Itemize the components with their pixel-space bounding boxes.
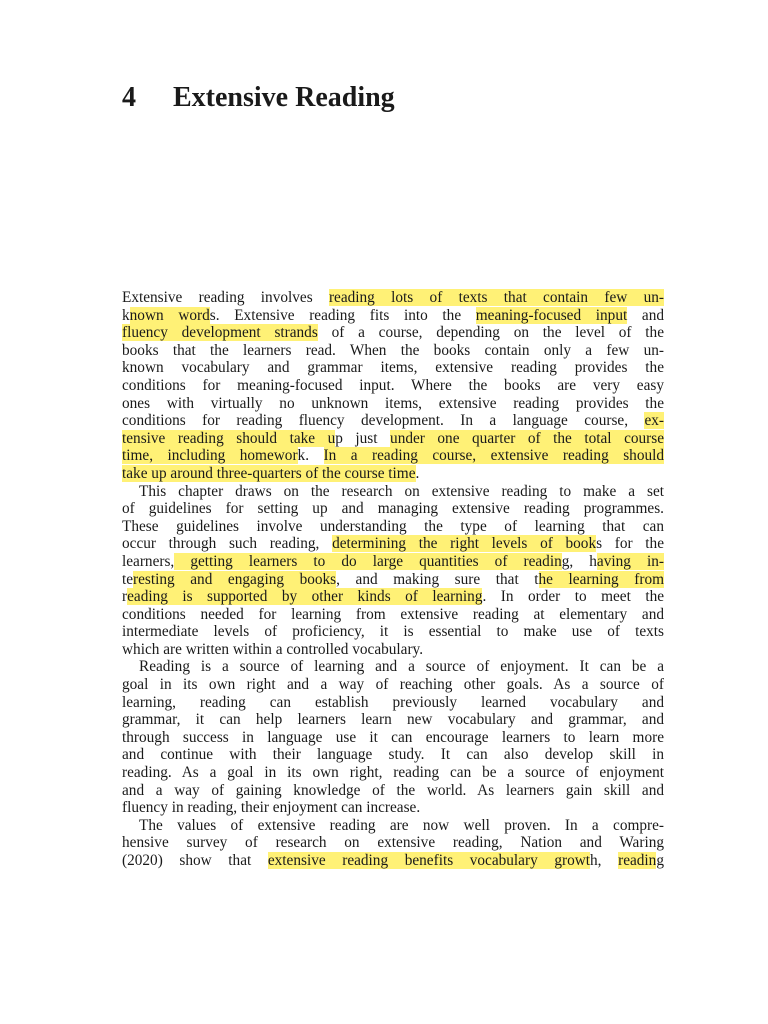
highlighted-text: readin (618, 852, 657, 869)
text-line (122, 395, 664, 413)
text-line (122, 658, 664, 676)
text-segment: te (122, 570, 134, 588)
text-segment: and (627, 306, 664, 324)
text-line (122, 694, 664, 712)
text-line (122, 641, 664, 659)
text-segment: h, (590, 852, 619, 869)
text-line (122, 342, 664, 360)
highlighted-text: determining the right levels of book (332, 535, 597, 553)
highlighted-text: eading is supported by other kinds of learning (127, 588, 483, 606)
text-segment: Extensive reading involves (122, 289, 329, 306)
text-line (122, 799, 664, 817)
text-line (122, 359, 664, 377)
text-segment: r (122, 588, 128, 606)
text-line (122, 817, 664, 835)
text-segment: Reading is a source of learning and a source of enjoyment. It can be a (139, 658, 664, 676)
text-segment: and continue with their language study. It can also develop skill in (122, 746, 664, 764)
text-segment: The values of extensive reading are now well proven. In a compre- (139, 816, 664, 834)
text-line (122, 588, 664, 606)
text-segment: s. Extensive reading fits into the (209, 306, 476, 324)
text-segment: conditions for reading fluency development. In a language course, (122, 412, 645, 430)
highlighted-text: time, including homewor (122, 447, 298, 465)
text-line (122, 465, 664, 483)
text-segment: hensive survey of research on extensive reading, Nation and Waring (122, 834, 664, 852)
highlighted-text: ex- (644, 412, 664, 430)
text-segment: learning, reading can establish previously learned vocabulary and (122, 693, 664, 711)
text-line (122, 606, 664, 624)
highlighted-text: meaning-focused input (475, 306, 628, 324)
text-line (122, 430, 664, 448)
text-line (122, 535, 664, 553)
text-segment: These guidelines involve understanding the type of learning that can (122, 517, 664, 535)
text-line (122, 711, 664, 729)
chapter-title: Extensive Reading (173, 82, 395, 113)
text-line (122, 447, 664, 465)
text-segment: intermediate levels of proficiency, it is essential to make use of texts (122, 623, 664, 641)
text-segment: p just (335, 429, 391, 447)
chapter-heading (122, 80, 395, 116)
text-segment: . In order to meet the (482, 588, 665, 606)
text-line (122, 553, 664, 571)
text-segment: reading. As a goal in its own right, reading can be a source of enjoyment (122, 764, 664, 782)
text-line (122, 782, 664, 800)
text-line (122, 834, 664, 852)
text-segment: and a way of gaining knowledge of the world. As learners gain skill and (122, 781, 664, 799)
text-segment: g, h (561, 552, 597, 570)
text-line (122, 483, 664, 501)
text-segment: . (415, 464, 420, 482)
text-line (122, 764, 664, 782)
text-line (122, 377, 664, 395)
highlighted-text: nown word (129, 306, 210, 324)
text-line (122, 412, 664, 430)
highlighted-text: aving in- (596, 552, 664, 570)
highlighted-text: extensive reading benefits vocabulary growt (267, 852, 591, 869)
text-segment: This chapter draws on the research on extensive reading to make a set (139, 482, 664, 500)
text-segment: of a course, depending on the level of the (317, 324, 664, 342)
highlighted-text: take up around three-quarters of the course time (122, 464, 416, 482)
text-line (122, 746, 664, 764)
text-segment: (2020) show that (122, 852, 268, 869)
text-segment: of guidelines for setting up and managing extensive reading programmes. (122, 500, 664, 518)
text-line (122, 852, 664, 870)
text-line (122, 289, 664, 307)
highlighted-text: getting learners to do large quantities of readin (174, 552, 562, 570)
text-segment: k (122, 306, 130, 324)
text-line (122, 518, 664, 536)
text-segment: through success in language use it can encourage learners to learn more (122, 728, 664, 746)
text-segment: learners, (122, 552, 175, 570)
text-line (122, 571, 664, 589)
highlighted-text: In a reading course, extensive reading should (323, 447, 665, 465)
text-line (122, 324, 664, 342)
text-segment: g (656, 852, 664, 869)
text-line (122, 500, 664, 518)
text-segment: conditions for meaning-focused input. Where the books are very easy (122, 376, 664, 394)
text-segment: grammar, it can help learners learn new vocabulary and grammar, and (122, 711, 664, 729)
text-segment: fluency in reading, their enjoyment can increase. (122, 799, 421, 817)
text-segment: s for the (596, 535, 664, 553)
text-line (122, 307, 664, 325)
highlighted-text: fluency development strands (122, 324, 318, 342)
highlighted-text: resting and engaging books (133, 570, 337, 588)
text-segment: goal in its own right and a way of reaching other goals. As a source of (122, 676, 664, 694)
text-segment: k. (297, 447, 324, 465)
text-segment: occur through such reading, (122, 535, 333, 553)
chapter-number: 4 (122, 82, 136, 113)
highlighted-text: under one quarter of the total course (390, 429, 664, 447)
highlighted-text: tensive reading should take u (122, 429, 336, 447)
text-segment: ones with virtually no unknown items, extensive reading provides the (122, 394, 664, 412)
text-segment: , and making sure that t (336, 570, 539, 588)
text-segment: which are written within a controlled vocabulary. (122, 640, 424, 658)
highlighted-text: he learning from (538, 570, 664, 588)
text-line (122, 676, 664, 694)
text-line (122, 729, 664, 747)
text-segment: known vocabulary and grammar items, extensive reading provides the (122, 359, 664, 377)
highlighted-text: reading lots of texts that contain few un- (328, 289, 664, 306)
text-segment: conditions needed for learning from extensive reading at elementary and (122, 605, 664, 623)
text-segment: books that the learners read. When the books contain only a few un- (122, 341, 664, 359)
body-text (122, 289, 664, 870)
text-line (122, 623, 664, 641)
